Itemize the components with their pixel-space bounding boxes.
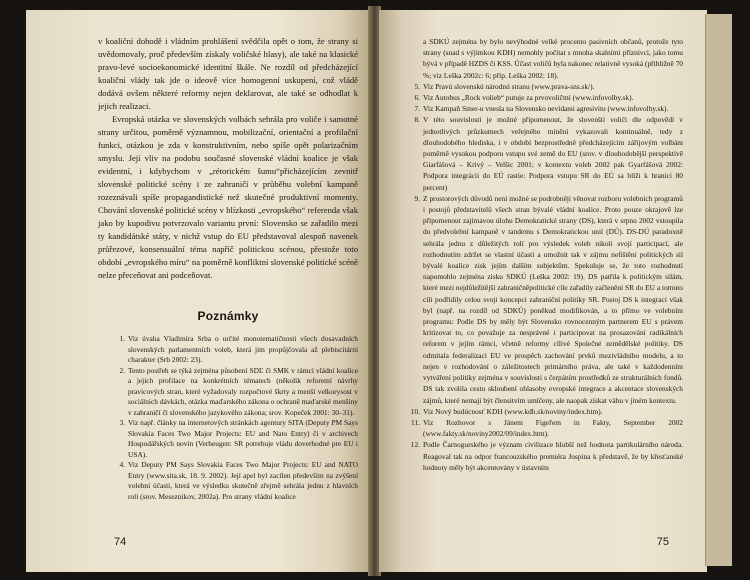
note-item — [407, 193, 683, 406]
page-number: 74 — [114, 536, 127, 548]
note-number: 4. — [119, 460, 125, 469]
note-text: V této souvislosti je možné připomenout, že slovenští voliči dle odpovědí v jednotlivých průzkumech veřejného mínění vykazovali kontinuálně, tedy z dlouhodobého hlediska, i v období bezprostředně předcházejícím zářijovým volbám poměrně vysokou podporu vstupu své země do EU (srov. v dlouhodobější perspektivě Giarfášová – Krivý – Velšic 2001; v kontextu voleb 2002 pak Gyarfášová 2002: Podpora integrácii do EÚ rastie: Podpora vstupu SR do EÚ sa blíži k hranici 80 percent) — [423, 115, 683, 192]
page-number: 75 — [656, 536, 669, 548]
note-number: 6. — [414, 93, 420, 103]
paragraph: Evropská otázka ve slovenských volbách sehrála pro voliče i samotné strany určitou, poměrně významnou, mobilizační, orientační a profilační funkci, otázkou je zda v konstruktivním, nebo spíše opět polarizačním smyslu. Její vliv na podobu současné slovenské vládní koalice je však evidentní, i kdybychom v „rétorickém šumu“přicházejícím zevnitř slovenské politické scény i ze zahraničí v průběhu volební kampaně rozeznávali spíše propagandistické než skutečné produktivní momenty. Chování slovenské politické scény v blízkosti „evropského“ referenda však jako by kupodivu potvrzovalo variantu první: Slovensko se zařadilo mezi ty kandidátské státy, v nichž vstup do EU představoval alespoň navenek průřezové, konsensuální téma napříč politickou scénou, přestože toto období „evropského míru“ na poměrně konfliktní slovenské politické scéně nelze přeceňovat ani podceňovat. — [98, 114, 358, 280]
paragraph: v koaliční dohodě i vládním prohlášení svědčila opět o tom, že strany si uvědomovaly, proč především získaly voličské hlasy), ale také na klasické pravo-levé socioekonomické identitní škále. Ne rozdíl od předcházející koaliční vlády tak jde o ideově více homogenní uskupení, což vládě dodává ovšem některé reformy nejen deklarovat, ale také se odhodlat k jejich realizaci. — [98, 36, 358, 111]
notes-list-left — [98, 334, 358, 502]
note-text: Viz např. články na internetových stránkách agentury SITA (Deputy PM Says Slovakia Faces Two Major Projects: EU and Nato Entry) či v archivech Hospodářských novin (Verheugen: SR potrebuje vládu doverhodné pre EU i USA). — [128, 418, 358, 459]
notes-heading: Poznámky — [197, 309, 259, 323]
note-text: Z prostorových důvodů není možné se podrobněji věnovat rozboru volebních programů i postojů představitelů všech stran bývalé vládní koalice. Proto pouze okrajově lze připomenout zajímavou úlohu Demokratické strany (DS), která v srpnu 2002 vstoupila do předvolební kampaně v tandemu s Demokratickou unií (DÚ). DS-DÚ paradoxně sehrála jednu z důležitých rolí pro výsledek voleb nikoli svojí participací, ale rozhodnutím zdržet se vlastní účasti a umožnit tak v zájmu nefištění politických sil bývalé koalice zisk jejím dalším subjektům. Spekuluje se, že toto rozhodnutí napomohlo zejména zisku SDKÚ (Leška 2002: 19). DS patřila k politickým silám, které mezi nejdůležitější zahraničněpolitické cíle zařadily začlenění SR do EU a tomuto cíli podřídily celou svoji koncepci zahraniční politiky SR. Postoj DS k integraci však byl (např. na rozdíl od SDKÚ) poněkud modifikován, a to přímo ve volebním programu: Podle DS by měly být Slovensko rovnocenným partnerem EU s právem kritizovat to, co považuje za nesprávné i participovat na prosazování radikálních reforem v jejím rámci, včetně reformy cílivé Společné zemědělské politiky. DS odmítala federalizaci EU ve prospěch zachování prvků mezivládního modelu, a to nejen v rozhodování o záležitostech primárního práva, ale také v každodenním vytváření politiky zejména v souvislosti s čerpáním prostředků ze strukturálních fondů. DS tak zvolila cestu skloubení ohlasoby evropské integrace a akcentace slovenských zájmů, které nemají být člensitvím umlčeny, ale naopak získat váhu v jiném kontextu. — [423, 193, 683, 405]
note-item — [407, 417, 683, 439]
note-text: Viz Autobus „Rock volieb“ putuje za prvovoličmi (www.infovolby.sk). — [423, 93, 634, 103]
note-text: Viz Rozhovor s Jánem Figeľem in Fakty, September 2002 (www.fakty.sk/noviny2002/09/index.htm). — [423, 417, 683, 439]
note-item — [112, 334, 358, 366]
note-number: 10. — [410, 406, 420, 416]
note-item — [407, 406, 683, 417]
note-text: Viz Deputy PM Says Slovakia Faces Two Major Projects: EU and NATO Entry (www.sita.sk, 18. 9. 2002). Její apel byl zacílen především na zvýšení volební účasti, která ve výsledku skutečně zřejmě sehrála jednu z hlavních rolí (srov. Meseznikov, 2002a). Pro strany vládní koalice — [128, 460, 358, 501]
note-text: Viz Nový budúcnosť KDH (www.kdh.sk/noviny/index.htm). — [423, 406, 603, 416]
note-item — [112, 366, 358, 419]
note-text: Viz úvaha Vladimíra Srba o určité monotematičnosti všech dosavadních slovenských parlamentních voleb, která jim propůjčovala až plebiscitární charakter (Srb 2002: 23). — [128, 334, 358, 364]
note-number: 11. — [411, 417, 420, 427]
note-number: 8. — [414, 115, 420, 125]
left-body-text — [98, 35, 358, 282]
note-text: Tento postřeh se týká zejména působení SDĽ či SMK v rámci vládní koalice a jejich profilace na konkrétních tématech (několik reforemí návrhy pravicových stran, které vyžadovaly rozpočtové škrty a menší velkorysost v sociálních dávkách, otázka maďarského zákona o ochraně maďarské menšiny v zahraničí či slovenského jazykového zákona; srov. Kopeček 2001: 30–31). — [128, 365, 358, 417]
note-number: 5. — [414, 81, 420, 91]
note-number: 2. — [119, 365, 125, 375]
note-text: a SDKÚ zejména by bylo nevýhodné velké procento pasivních občanů, protože tyto strany (snad s výjimkou KDH) nemohly počítat s mnoha skalními příznivci, jako tomu bývá v případě HZDS či KSS. Účast voličů byla nakonec relativně vysoká (přibližně 70 %; viz Leška 2002c: 6; příp. Leška 2002: 18). — [423, 37, 683, 80]
note-item — [407, 439, 683, 473]
note-number: 7. — [414, 104, 420, 114]
note-number: 12. — [410, 440, 420, 450]
right-page — [379, 10, 707, 572]
note-item — [407, 114, 683, 192]
note-item — [407, 36, 683, 81]
note-number: 9. — [414, 193, 420, 203]
note-item — [407, 103, 683, 114]
note-item — [112, 418, 358, 460]
note-number: 1. — [119, 334, 125, 343]
note-number: 3. — [119, 418, 125, 427]
note-item — [407, 92, 683, 103]
note-text: Viz Pravú slovenskú národnú stranu (www.prava-sns.sk/). — [423, 81, 595, 91]
note-text: Podle Čarnogurského je význam civilizace hlubší než hodnota partikulárního národa. Reagoval tak na odpor francouzského premiéra Jospina k představě, že by křesťanské hodnoty měly být akcentovány v ústavním — [423, 440, 683, 472]
notes-list-right — [407, 36, 683, 473]
note-item — [112, 460, 358, 502]
note-item — [407, 81, 683, 92]
page-edges — [705, 14, 732, 566]
note-text: Viz Kampaň Smer-u vnesla na Slovensko nevídanú agresivitu (www.infovolby.sk). — [423, 104, 669, 114]
left-page — [26, 10, 370, 572]
